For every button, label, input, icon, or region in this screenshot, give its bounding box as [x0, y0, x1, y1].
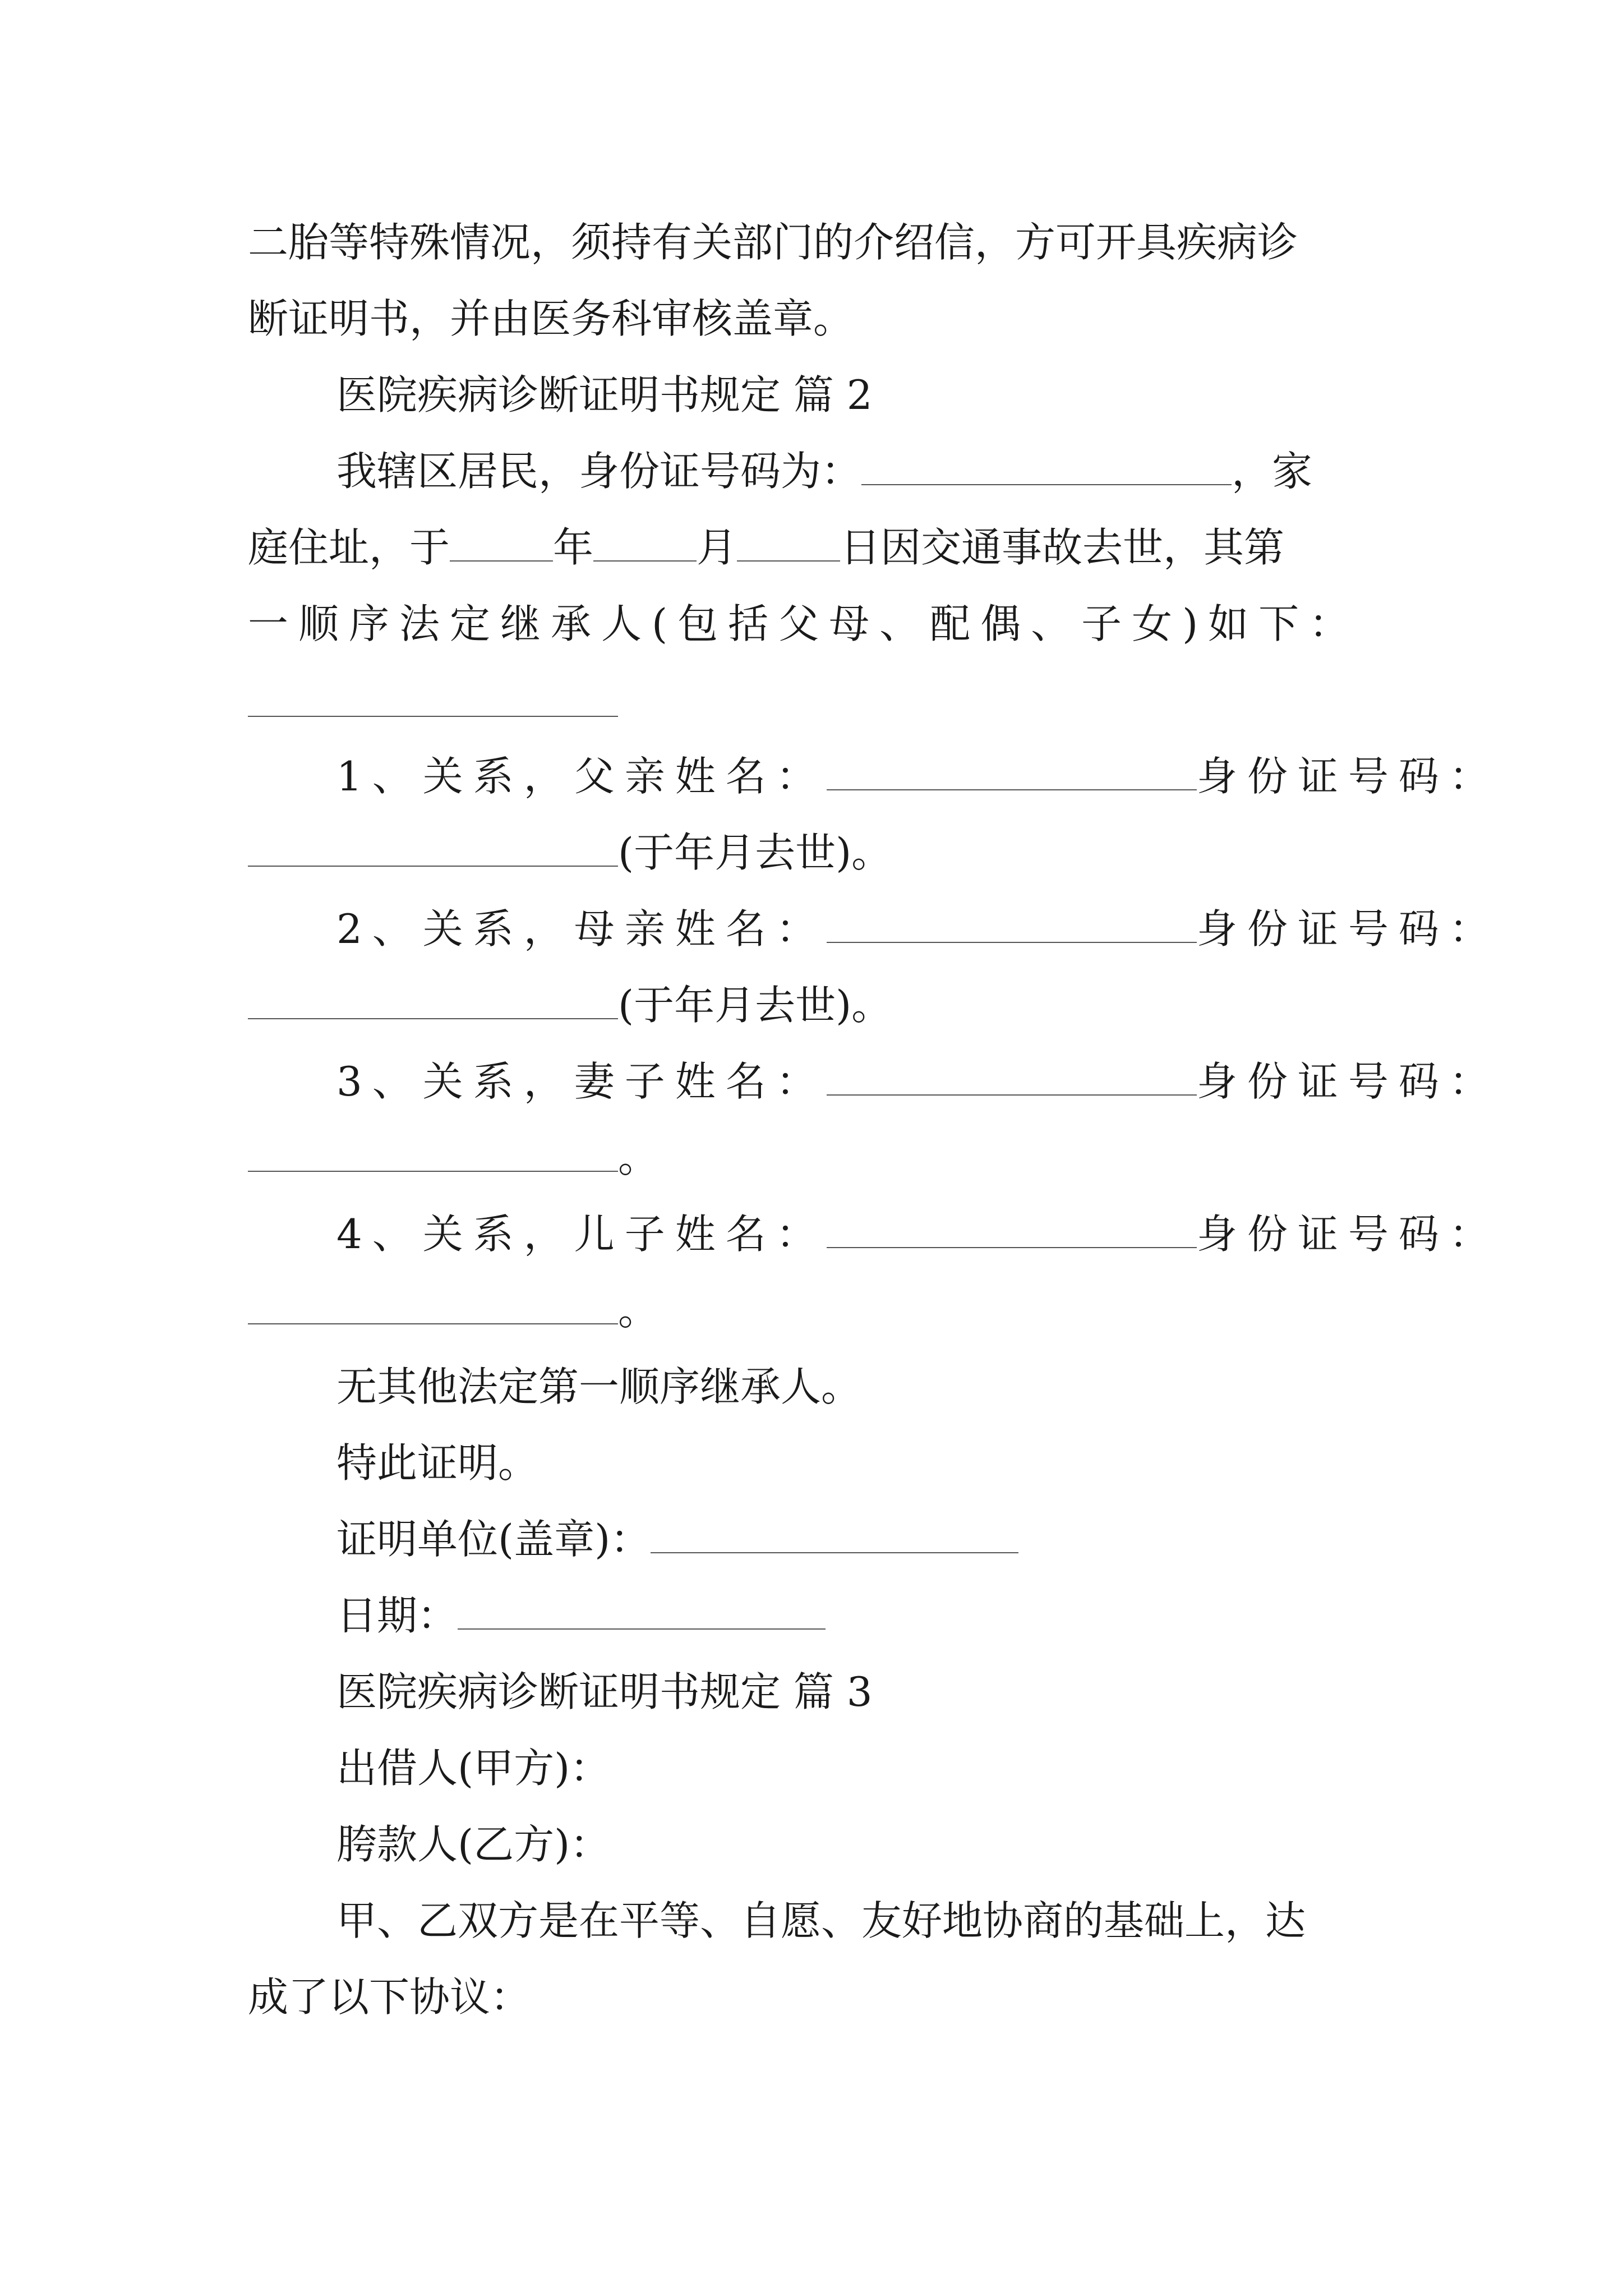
- section-heading-2: 医院疾病诊断证明书规定 篇 2: [336, 371, 873, 418]
- text-fragment: 月: [697, 524, 737, 571]
- name-blank: [827, 753, 1197, 790]
- name-blank: [827, 1211, 1197, 1248]
- unit-label: 证明单位(盖章)：: [336, 1516, 651, 1563]
- text-fragment: 庭住址，于: [248, 524, 450, 571]
- year-blank: [450, 524, 553, 562]
- month-blank: [593, 524, 697, 562]
- heir-item-3-cont: [248, 1130, 658, 1186]
- date-blank: [458, 1593, 826, 1630]
- paragraph-line: 断证明书，并由医务科审核盖章。: [248, 295, 854, 342]
- heir-label: 2、关系，母亲姓名：: [336, 905, 827, 953]
- paragraph-line: [336, 443, 1312, 499]
- id-blank: [248, 1287, 618, 1324]
- text-fragment: 年: [553, 524, 594, 571]
- heir-label: 1、关系，父亲姓名：: [336, 753, 827, 800]
- certifying-unit: [336, 1511, 1018, 1567]
- heir-item-4: [336, 1206, 1500, 1262]
- borrower-line: 胯款人(乙方)：: [336, 1821, 611, 1868]
- text-fragment: 日因交通事故去世，其第: [840, 524, 1285, 571]
- paragraph-line: 二胎等特殊情况，须持有关部门的介绍信，方可开具疾病诊: [248, 219, 1298, 266]
- id-label: 身份证号码：: [1196, 905, 1500, 953]
- heir-tail: (于年月去世)。: [618, 982, 892, 1029]
- paragraph-line: 甲、乙双方是在平等、自愿、友好地协商的基础上，达: [336, 1897, 1306, 1944]
- heir-item-2: [336, 901, 1500, 957]
- name-blank: [827, 1059, 1197, 1096]
- id-label: 身份证号码：: [1196, 1211, 1500, 1258]
- heir-item-2-cont: [248, 977, 892, 1033]
- lender-line: 出借人(甲方)：: [336, 1745, 611, 1792]
- heir-label: 3、关系，妻子姓名：: [336, 1058, 827, 1105]
- date-line: [336, 1588, 826, 1644]
- paragraph-line: [248, 519, 1284, 576]
- day-blank: [737, 524, 840, 562]
- heir-list-blank: [248, 716, 618, 717]
- paragraph-line: 一顺序法定继承人(包括父母、配偶、子女)如下：: [248, 600, 1360, 647]
- hereby-certify: 特此证明。: [336, 1439, 539, 1487]
- heir-tail: (于年月去世)。: [618, 829, 892, 876]
- unit-blank: [651, 1516, 1018, 1553]
- text-fragment: ，家: [1232, 448, 1313, 495]
- id-number-blank: [861, 448, 1232, 485]
- id-label: 身份证号码：: [1196, 753, 1500, 800]
- id-blank: [248, 982, 618, 1019]
- id-blank: [248, 830, 618, 867]
- heir-tail: 。: [618, 1287, 659, 1334]
- paragraph-line: 成了以下协议：: [248, 1973, 531, 2021]
- id-label: 身份证号码：: [1196, 1058, 1500, 1105]
- no-other-heirs: 无其他法定第一顺序继承人。: [336, 1363, 862, 1410]
- heir-tail: 。: [618, 1134, 659, 1181]
- name-blank: [827, 906, 1197, 943]
- id-blank: [248, 1135, 618, 1172]
- heir-label: 4、关系，儿子姓名：: [336, 1211, 827, 1258]
- heir-item-3: [336, 1053, 1500, 1110]
- date-label: 日期：: [336, 1592, 458, 1639]
- heir-item-4-cont: [248, 1282, 658, 1338]
- section-heading-3: 医院疾病诊断证明书规定 篇 3: [336, 1668, 873, 1715]
- heir-item-1: [336, 748, 1500, 804]
- heir-item-1-cont: [248, 825, 892, 881]
- resident-id-label: 我辖区居民，身份证号码为：: [336, 448, 862, 495]
